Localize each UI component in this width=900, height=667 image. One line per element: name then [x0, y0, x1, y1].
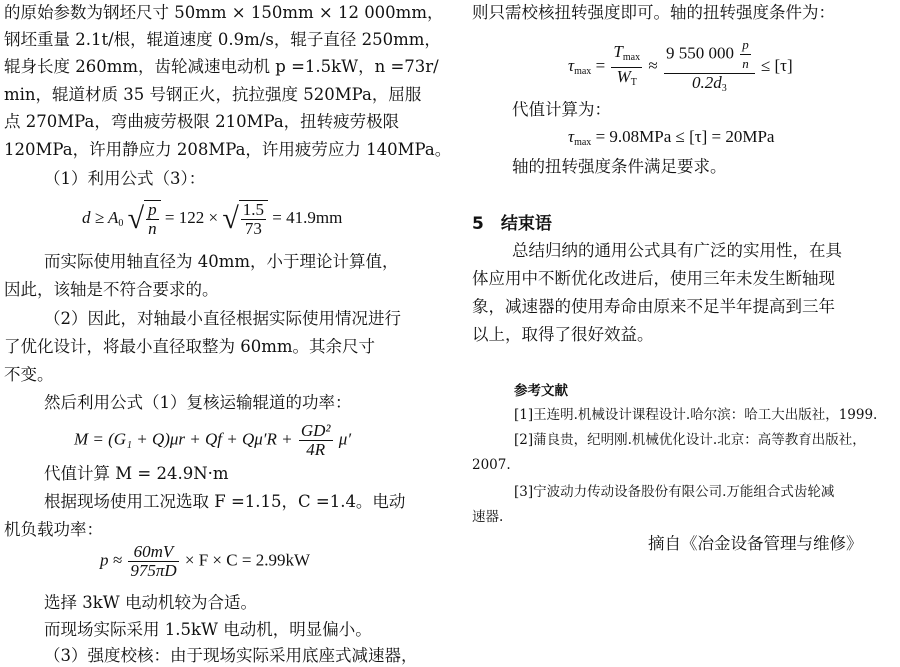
text-line: 轴的扭转强度条件满足要求。: [512, 157, 727, 176]
text-line: 不变。: [4, 365, 54, 384]
reference-item: 2007.: [472, 457, 511, 473]
formula-result: × F × C = 2.99kW: [184, 550, 310, 570]
text-line: 则只需校核扭转强度即可。轴的扭转强度条件为：: [472, 3, 835, 22]
text-line: 然后利用公式（1）复核运输辊道的功率：: [44, 393, 352, 412]
fraction-denominator: 975πD: [130, 561, 177, 580]
formula-torsion-value: [568, 127, 774, 148]
text-line: 代值计算 M = 24.9N·m: [44, 464, 229, 483]
text-line: 辊身长度 260mm，齿轮减速电动机 p =1.5kW，n =73r/: [4, 57, 439, 76]
fraction: [611, 43, 642, 92]
formula-subscript: max: [574, 137, 592, 148]
text-line: 象，减速器的使用寿命由原来不足半年提高到三年: [472, 297, 835, 316]
text-line: 以上，取得了很好效益。: [472, 325, 654, 344]
formula-torque: [74, 422, 351, 459]
formula-equals: =: [595, 55, 606, 75]
fraction-denominator: 73: [244, 219, 262, 238]
text-line: 选择 3kW 电动机较为合适。: [44, 593, 257, 612]
fraction-denominator: 0.2d: [691, 73, 722, 92]
formula-approx: ≈: [648, 55, 658, 75]
formula-shaft-diameter: [82, 200, 342, 238]
formula-result: = 41.9mm: [272, 207, 343, 227]
formula-lhs: τ: [568, 127, 575, 146]
fraction: [299, 422, 333, 459]
text-line: （1）利用公式（3）：: [44, 169, 206, 188]
fraction-numerator: 60mV: [128, 543, 178, 562]
text-line: （3）强度校核：由于现场实际采用底座式减速器，: [44, 646, 418, 665]
fraction-numerator: T: [613, 41, 623, 61]
cube-root: √ $\frac{1.5}{73}$: [222, 200, 268, 238]
references-title: 参考文献: [514, 383, 568, 399]
text-line: 点 270MPa，弯曲疲劳极限 210MPa，扭转疲劳极限: [4, 112, 400, 131]
formula-body: M = (G₁ + Q)μr + Qf + Qμ′R +: [74, 429, 293, 449]
cube-root: √ $\frac{p}{n}$: [128, 200, 161, 238]
fraction-numerator: p: [740, 36, 751, 55]
formula-lhs: τ: [568, 55, 575, 75]
formula-power: [100, 543, 310, 580]
text-line: 而现场实际采用 1.5kW 电动机，明显偏小。: [44, 620, 372, 639]
reference-item: [2]蒲良贵，纪明刚.机械优化设计.北京：高等教育出版社，: [514, 432, 866, 448]
formula-subscript: 0: [118, 217, 124, 229]
text-line: 机负载功率：: [4, 520, 103, 539]
fraction-numerator: 9 550 000: [665, 43, 734, 63]
formula-subscript: 3: [721, 83, 727, 94]
fraction-numerator: 1.5: [242, 200, 265, 219]
fraction-denominator: W: [616, 66, 631, 86]
text-line: （2）因此，对轴最小直径根据实际使用情况进行: [44, 309, 401, 328]
text-line: 代值计算为：: [512, 100, 611, 119]
source-note: 摘自《冶金设备管理与维修》: [648, 534, 863, 553]
formula-tail: μ′: [338, 429, 352, 449]
text-line: 钢坯重量 2.1t/根，辊道速度 0.9m/s，辊子直径 250mm，: [4, 30, 441, 49]
formula-lhs: p ≈: [100, 550, 123, 570]
fraction-denominator: n: [742, 56, 749, 71]
fraction-denominator: n: [148, 219, 157, 238]
fraction: [664, 36, 755, 98]
formula-subscript: T: [630, 76, 637, 88]
fraction: [128, 543, 178, 580]
reference-item: [1]王连明.机械设计课程设计.哈尔滨：哈工大出版社，1999.: [514, 407, 878, 423]
text-line: 了优化设计，将最小直径取整为 60mm。其余尺寸: [4, 337, 376, 356]
fraction-denominator: 4R: [306, 440, 326, 459]
text-line: 120MPa，许用静应力 208MPa，许用疲劳应力 140MPa。: [4, 140, 452, 159]
text-line: 根据现场使用工况选取 F =1.15，C =1.4。电动: [44, 492, 406, 511]
formula-subscript: max: [574, 65, 592, 77]
formula-lhs: d ≥ A: [82, 207, 119, 227]
section-heading: 5 结束语: [472, 214, 552, 234]
formula-torsion-condition: [568, 36, 793, 98]
text-line: 总结归纳的通用公式具有广泛的实用性，在具: [512, 241, 842, 260]
text-line: 体应用中不断优化改进后，使用三年未发生断轴现: [472, 269, 835, 288]
formula-result: = 9.08MPa ≤ [τ] = 20MPa: [595, 127, 775, 146]
text-line: 因此，该轴是不符合要求的。: [4, 280, 219, 299]
text-line: min，辊道材质 35 号钢正火，抗拉强度 520MPa，屈服: [4, 85, 422, 104]
fraction-numerator: GD²: [300, 421, 331, 440]
reference-item: 速器.: [472, 509, 504, 525]
fraction-numerator: p: [148, 200, 157, 219]
text-line: 而实际使用轴直径为 40mm，小于理论计算值，: [44, 252, 399, 271]
formula-middle: = 122 ×: [164, 207, 219, 227]
formula-result: ≤ [τ]: [760, 55, 793, 75]
reference-item: [3]宁波动力传动设备股份有限公司.万能组合式齿轮减: [514, 484, 835, 500]
text-line: 的原始参数为钢坯尺寸 50mm × 150mm × 12 000mm，: [4, 3, 444, 22]
formula-subscript: max: [622, 51, 641, 63]
